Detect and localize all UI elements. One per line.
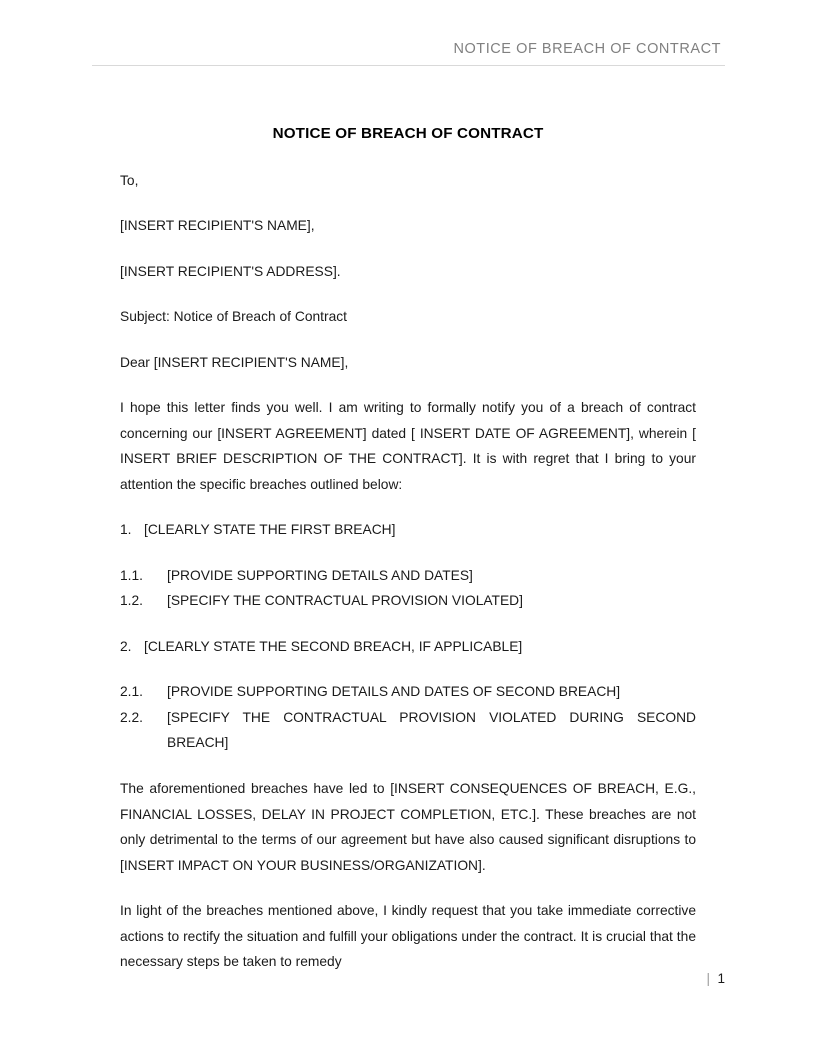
subitem-text: [SPECIFY THE CONTRACTUAL PROVISION VIOLATED DURING SECOND BREACH] [167, 709, 696, 751]
subitem-text: [PROVIDE SUPPORTING DETAILS AND DATES OF SECOND BREACH] [167, 684, 621, 700]
header-divider-rule [92, 65, 725, 66]
breach-two-text: [CLEARLY STATE THE SECOND BREACH, IF APPLICABLE] [144, 638, 523, 654]
list-item [120, 588, 696, 614]
opening-paragraph: I hope this letter finds you well. I am writing to formally notify you of a breach of contract concerning our [INSERT AGREEMENT] dated [ INSERT DATE OF AGREEMENT], wherein [ INSERT BRIEF DESCRIPTION OF THE CONTRACT]. It is with regret that I bring to your attention the specific breaches outlined below: [120, 400, 696, 492]
subitem-number: 1.1. [120, 567, 144, 583]
consequences-paragraph: The aforementioned breaches have led to [INSERT CONSEQUENCES OF BREACH, E.G., FINANCIAL LOSSES, DELAY IN PROJECT COMPLETION, ETC.]. These breaches are not only detrimental to the terms of our agreement but have also caused significant disruptions to [INSERT IMPACT ON YOUR BUSINESS/ORGANIZATION]. [120, 781, 696, 873]
page-number: 1 [717, 971, 725, 986]
list-item [120, 679, 696, 705]
breach-one-subitems [120, 563, 696, 614]
subitem-number: 2.1. [120, 684, 144, 700]
remedy-paragraph: In light of the breaches mentioned above, I kindly request that you take immediate corrective actions to rectify the situation and fulfill your obligations under the contract. It is crucial that the necessary steps be taken to remedy [120, 903, 696, 970]
document-body [120, 124, 696, 995]
subitem-number: 1.2. [120, 593, 144, 609]
breach-two-heading-block [120, 634, 696, 660]
page-header [92, 40, 725, 66]
recipient-address-placeholder: [INSERT RECIPIENT'S ADDRESS]. [120, 263, 341, 279]
running-header-title: NOTICE OF BREACH OF CONTRACT [453, 41, 721, 57]
salutation-line: Dear [INSERT RECIPIENT'S NAME], [120, 354, 349, 370]
breach-one-text: [CLEARLY STATE THE FIRST BREACH] [144, 522, 396, 538]
subitem-text: [PROVIDE SUPPORTING DETAILS AND DATES] [167, 567, 473, 583]
subject-line: Subject: Notice of Breach of Contract [120, 309, 347, 325]
recipient-name-placeholder: [INSERT RECIPIENT'S NAME], [120, 218, 315, 234]
list-item [120, 517, 696, 543]
breach-two-subitems [120, 679, 696, 756]
footer-separator: | [706, 971, 711, 986]
breach-one-number: 1. [120, 522, 132, 538]
recipient-line-to: To, [120, 172, 139, 188]
breach-two-number: 2. [120, 638, 132, 654]
document-title: NOTICE OF BREACH OF CONTRACT [272, 125, 544, 142]
list-item [120, 634, 696, 660]
list-item [120, 563, 696, 589]
page-footer [92, 970, 725, 988]
list-item [120, 705, 696, 756]
subitem-number: 2.2. [120, 709, 144, 725]
subitem-text: [SPECIFY THE CONTRACTUAL PROVISION VIOLATED] [167, 593, 523, 609]
breach-one-heading-block [120, 517, 696, 543]
